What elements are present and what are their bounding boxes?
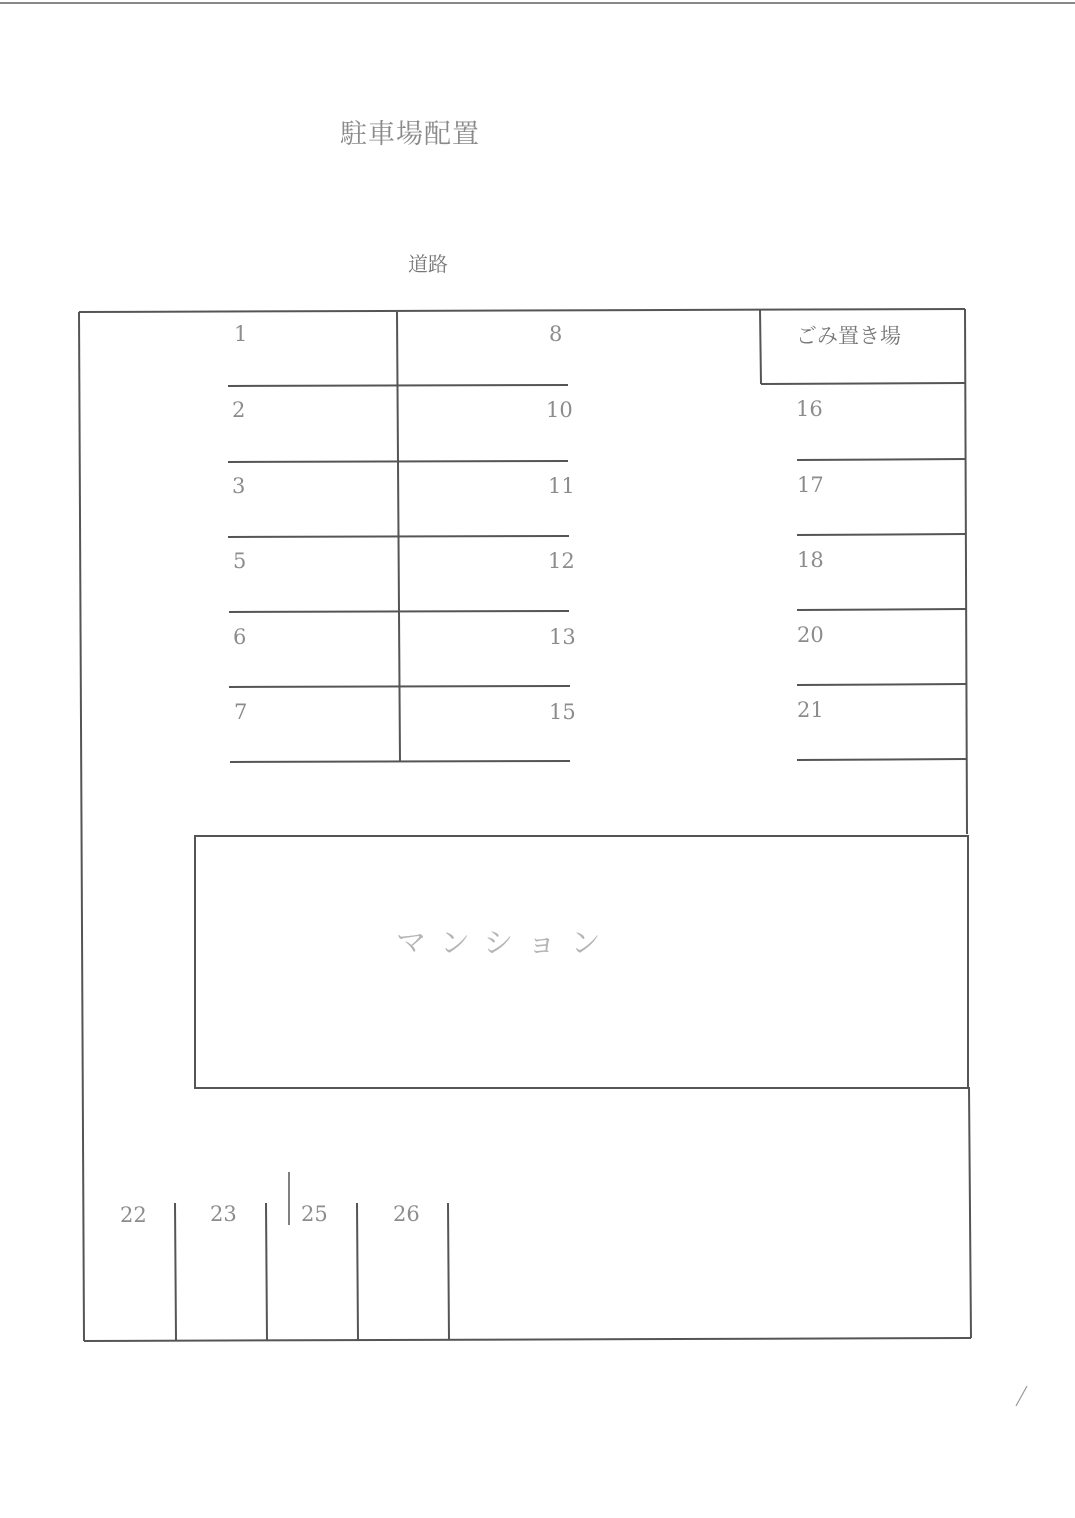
bottom-divider-1 [175, 1203, 176, 1340]
right-row-line-3 [797, 609, 966, 610]
parking-slot-label: 22 [120, 1203, 147, 1227]
garbage-area-label: ごみ置き場 [796, 324, 901, 348]
boundary-bottom [84, 1338, 971, 1341]
parking-slot-label: 5 [233, 549, 247, 573]
parking-slot-label: 25 [301, 1202, 328, 1226]
building-label: マンション [396, 926, 615, 961]
bottom-divider-2 [266, 1203, 267, 1340]
parking-slot-label: 2 [232, 398, 246, 422]
row-line-6 [230, 761, 570, 762]
parking-slot-label: 12 [548, 549, 575, 573]
parking-slot-label: 13 [549, 625, 576, 649]
bottom-divider-4 [448, 1203, 449, 1340]
parking-slot-label: 7 [234, 700, 248, 724]
boundary-right-lower [969, 1087, 971, 1338]
parking-slot-label: 15 [549, 700, 576, 724]
parking-slot-label: 16 [796, 397, 823, 421]
parking-slot-label: 17 [797, 473, 824, 497]
right-row-line-2 [797, 534, 966, 535]
row-line-2 [228, 461, 568, 462]
parking-slot-label: 10 [546, 398, 573, 422]
parking-slot-label: 11 [548, 474, 575, 498]
row-line-4 [229, 611, 569, 612]
row-line-1 [228, 385, 568, 386]
parking-slot-label: 21 [797, 698, 824, 722]
boundary-top [79, 309, 965, 312]
pen-mark [1016, 1386, 1027, 1406]
right-row-line-4 [797, 684, 966, 685]
road-label: 道路 [408, 252, 448, 276]
garbage-left [760, 310, 761, 384]
page-title: 駐車場配置 [340, 119, 480, 150]
parking-slot-label: 8 [549, 322, 563, 346]
boundary-left [79, 312, 84, 1341]
parking-slot-label: 26 [393, 1202, 420, 1226]
parking-slot-label: 18 [797, 548, 824, 572]
garbage-bottom [761, 383, 965, 384]
parking-slot-label: 1 [234, 322, 248, 346]
building-outline [195, 836, 968, 1088]
bottom-divider-3 [357, 1203, 358, 1340]
parking-slot-label: 20 [797, 623, 824, 647]
row-line-5 [229, 686, 570, 687]
row-line-3 [228, 536, 569, 537]
right-row-line-5 [797, 759, 967, 760]
boundary-right-upper [965, 309, 967, 834]
right-row-line-1 [797, 459, 966, 460]
parking-slot-label: 6 [233, 625, 247, 649]
parking-slot-label: 3 [232, 474, 246, 498]
parking-slot-label: 23 [210, 1202, 237, 1226]
